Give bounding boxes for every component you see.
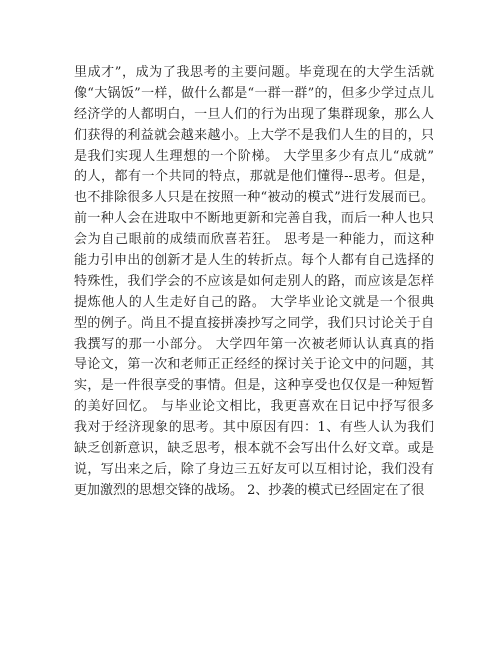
text-line: 们获得的利益就会越来越小。上大学不是我们人生的目的，只	[74, 127, 434, 143]
text-line: 会为自己眼前的成绩而欣喜若狂。 思考是一种能力，而这种	[74, 232, 434, 248]
text-line: 导论文，第一次和老师正正经经的探讨关于论文中的问题，其	[74, 357, 434, 373]
text-line: 像“大锅饭”一样，做什么都是“一群一群”的，但多少学过点儿	[74, 85, 434, 101]
text-line: 能力引申出的创新才是人生的转折点。每个人都有自己选择的	[74, 253, 434, 269]
text-line: 更加激烈的思想交锋的战场。 2、抄袭的模式已经固定在了很	[74, 482, 425, 498]
text-line: 的人，都有一个共同的特点，那就是他们懂得--思考。但是，	[74, 169, 434, 185]
text-line: 前一种人会在进取中不断地更新和完善自我，而后一种人也只	[74, 211, 434, 227]
text-line: 说，写出来之后，除了身边三五好友可以互相讨论，我们没有	[74, 461, 434, 477]
body-paragraph	[74, 63, 434, 502]
text-line: 也不排除很多人只是在按照一种“被动的模式”进行发展而已。	[74, 190, 434, 206]
text-line: 经济学的人都明白，一旦人们的行为出现了集群现象，那么人	[74, 106, 434, 122]
text-line: 是我们实现人生理想的一个阶梯。 大学里多少有点儿“成就”	[74, 148, 434, 164]
text-line: 我撰写的那一小部分。 大学四年第一次被老师认认真真的指	[74, 336, 434, 352]
text-line: 实，是一件很享受的事情。但是，这种享受也仅仅是一种短暂	[74, 378, 434, 394]
text-line: 提炼他人的人生走好自己的路。 大学毕业论文就是一个很典	[74, 294, 434, 310]
text-line: 特殊性，我们学会的不应该是如何走别人的路，而应该是怎样	[74, 273, 434, 289]
text-line: 缺乏创新意识，缺乏思考，根本就不会写出什么好文章。或是	[74, 441, 434, 457]
text-line: 的美好回忆。 与毕业论文相比，我更喜欢在日记中抒写很多	[74, 399, 434, 415]
text-line: 型的例子。尚且不提直接拼凑抄写之同学，我们只讨论关于自	[74, 315, 434, 331]
text-line: 我对于经济现象的思考。其中原因有四：1、有些人认为我们	[74, 420, 434, 436]
text-line: 里成才”，成为了我思考的主要问题。毕竟现在的大学生活就	[74, 65, 434, 80]
